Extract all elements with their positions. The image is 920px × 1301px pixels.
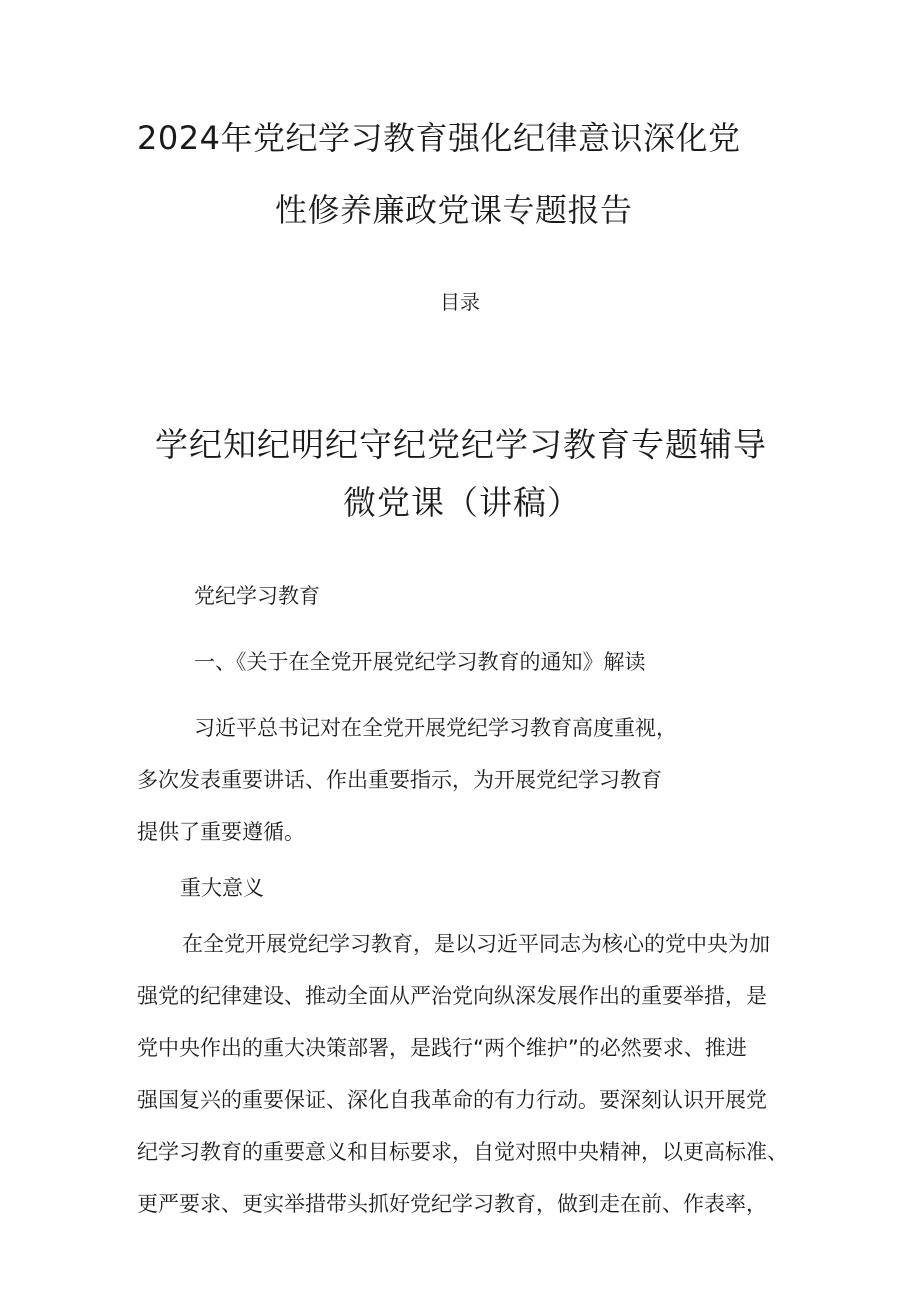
toc-label: 目录 [440,290,480,314]
paragraph-1-line-3: 提供了重要遵循。 [137,820,305,844]
paragraph-2-line-2: 强党的纪律建设、推动全面从严治党向纵深发展作出的重要举措，是 [137,984,767,1008]
heading-significance: 重大意义 [180,876,264,900]
heading-one: 一、《关于在全党开展党纪学习教育的通知》解读 [194,650,646,674]
document-title-line-1: 2024年党纪学习教育强化纪律意识深化党 [137,119,741,157]
paragraph-2-line-5: 纪学习教育的重要意义和目标要求，自觉对照中央精神，以更高标准、 [137,1140,788,1164]
paragraph-2-line-1: 在全党开展党纪学习教育，是以习近平同志为核心的党中央为加 [182,932,770,956]
paragraph-1-line-2: 多次发表重要讲话、作出重要指示，为开展党纪学习教育 [137,768,662,792]
paragraph-1-line-1: 习近平总书记对在全党开展党纪学习教育高度重视， [194,716,677,740]
lecture-title-line-2: 微党课（讲稿） [343,483,581,522]
lecture-title-line-1: 学纪知纪明纪守纪党纪学习教育专题辅导 [155,425,767,464]
paragraph-2-line-4: 强国复兴的重要保证、深化自我革命的有力行动。要深刻认识开展党 [137,1088,767,1112]
section-label: 党纪学习教育 [194,584,320,608]
paragraph-2-line-6: 更严要求、更实举措带头抓好党纪学习教育，做到走在前、作表率， [137,1192,767,1216]
document-title-line-2: 性修养廉政党课专题报告 [275,191,633,229]
paragraph-2-line-3: 党中央作出的重大决策部署，是践行“两个维护”的必然要求、推进 [137,1036,747,1060]
